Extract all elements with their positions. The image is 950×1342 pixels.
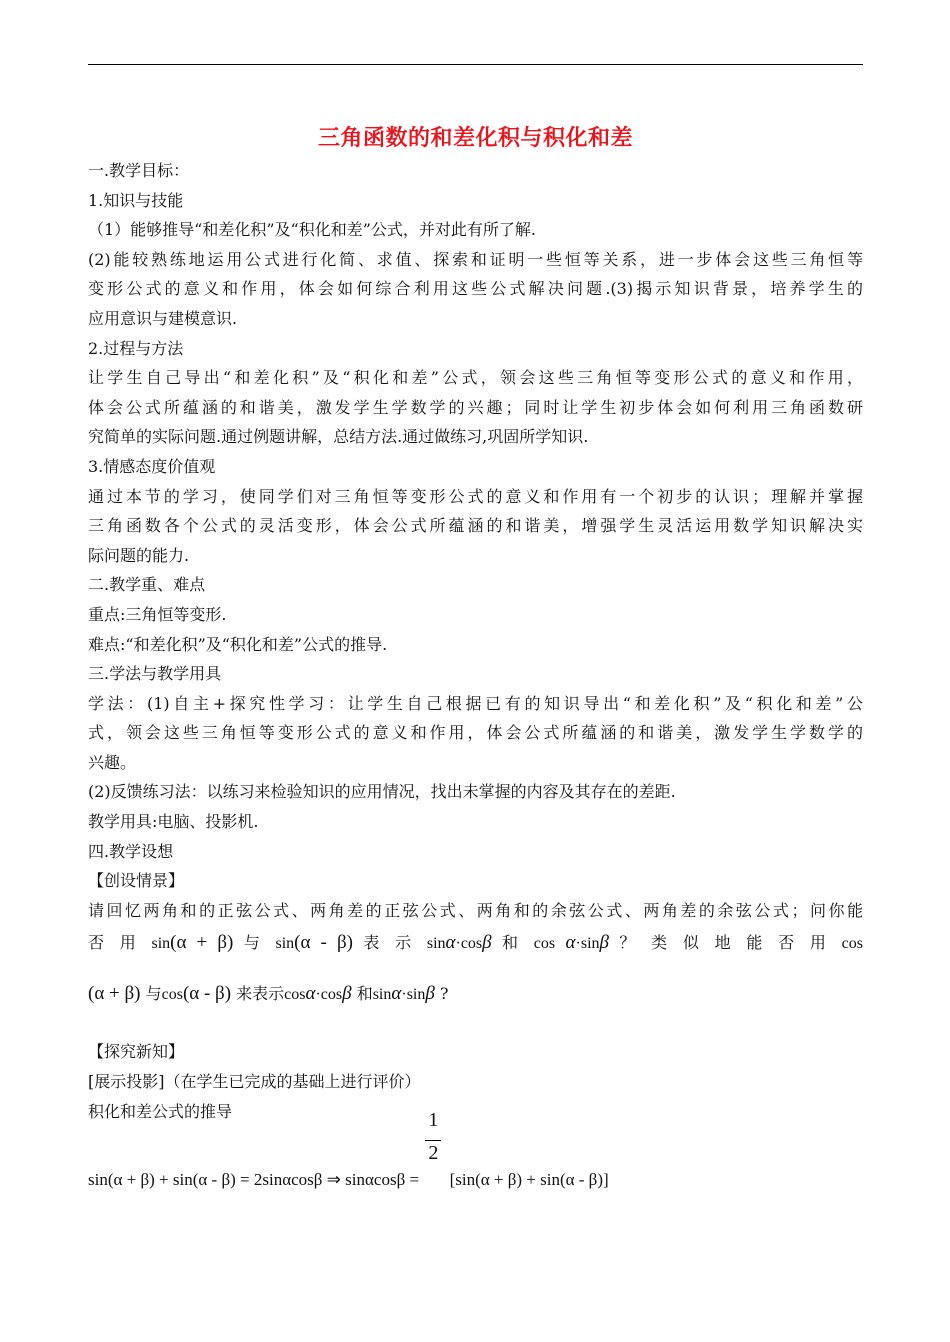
fraction-bar xyxy=(425,1140,441,1141)
math-alpha: α xyxy=(565,932,576,954)
math-sin: sin xyxy=(151,935,171,953)
math-cos: cos xyxy=(284,986,306,1004)
header-rule xyxy=(88,64,863,65)
paragraph-process-line-2: 体会公式所蕴涵的和谐美，激发学生学数学的兴趣；同时让学生初步体会如何利用三角函数研 xyxy=(88,397,863,417)
question-line-2 xyxy=(88,925,863,962)
key-point: 重点:三角恒等变形. xyxy=(88,604,227,624)
question-text: 表 示 xyxy=(352,933,427,953)
paragraph-method-line-1: 学法：(1)自主+探究性学习：让学生自己根据已有的知识导出“和差化积”及“积化和差”公 xyxy=(88,693,863,713)
section-objectives-heading: 一.教学目标： xyxy=(88,161,190,180)
document-title: 三角函数的和差化积与积化和差 xyxy=(317,125,633,151)
question-text: 来表示 xyxy=(236,984,285,1004)
section-design-heading: 四.教学设想 xyxy=(88,841,174,861)
paragraph-goal-2-line-1: (2)能较熟练地运用公式进行化简、求值、探索和证明一些恒等关系，进一步体会这些三角恒等 xyxy=(88,249,863,269)
paragraph-method-line-3: 兴趣。 xyxy=(88,752,137,772)
question-text: 与 xyxy=(145,984,162,1004)
question-text: 与 xyxy=(233,933,276,953)
derivation-heading: 积化和差公式的推导 xyxy=(88,1101,233,1121)
paragraph-attitude-line-3: 际问题的能力. xyxy=(88,545,190,565)
math-angle-sum: (α + β) xyxy=(170,932,234,954)
math-cos: cos xyxy=(533,935,556,953)
math-angle-diff: (α - β) xyxy=(182,983,232,1005)
formula-right: [sin(α + β) + sin(α - β)] xyxy=(445,1170,609,1189)
document-body xyxy=(88,120,863,1126)
subsection-knowledge-heading: 1.知识与技能 xyxy=(88,190,184,210)
subsection-attitude-heading: 3.情感态度价值观 xyxy=(88,456,216,476)
math-sin: sin xyxy=(426,935,446,953)
paragraph-attitude-line-1: 通过本节的学习，使同学们对三角恒等变形公式的意义和作用有一个初步的认识；理解并掌握 xyxy=(88,486,863,506)
paragraph-goal-2-line-3: 应用意识与建模意识. xyxy=(88,308,238,328)
math-angle-diff: (α - β) xyxy=(294,932,353,954)
math-alpha: α xyxy=(445,932,456,954)
formula-left: sin(α + β) + sin(α - β) = 2sinαcosβ ⇒ sinαcosβ = xyxy=(88,1170,424,1189)
question-text: ？ 类 似 地 能 否 用 xyxy=(609,933,842,953)
projection-note: [展示投影]（在学生已完成的基础上进行评价） xyxy=(88,1072,421,1092)
math-beta: β xyxy=(342,983,352,1005)
teaching-tools: 教学用具:电脑、投影机. xyxy=(88,812,259,832)
section-keypoints-heading: 二.教学重、难点 xyxy=(88,575,206,595)
difficult-point: 难点:“和差化积”及“积化和差”公式的推导. xyxy=(88,634,388,654)
question-line-3 xyxy=(88,976,863,1013)
math-cos: ·cos xyxy=(455,935,483,953)
math-beta: β xyxy=(482,932,492,954)
math-sin: ·sin xyxy=(401,986,426,1004)
paragraph-attitude-line-2: 三角函数各个公式的灵活变形，体会公式所蕴涵的和谐美，增强学生灵活运用数学知识解决实 xyxy=(88,516,863,536)
paragraph-process-line-1: 让学生自己导出“和差化积”及“积化和差”公式，领会这些三角恒等变形公式的意义和作用， xyxy=(88,368,863,388)
subsection-process-heading: 2.过程与方法 xyxy=(88,338,184,358)
scene-heading: 【创设情景】 xyxy=(88,871,185,891)
fraction-one-half xyxy=(423,1109,445,1185)
math-cos: ·cos xyxy=(315,986,343,1004)
math-cos: cos xyxy=(161,986,183,1004)
math-beta: β xyxy=(425,983,435,1005)
paragraph-goal-2-line-2: 变形公式的意义和作用，体会如何综合利用这些公式解决问题.(3)揭示知识背景，培养学生的 xyxy=(88,279,863,299)
fraction-denominator: 2 xyxy=(428,1142,439,1164)
math-angle-sum: (α + β) xyxy=(88,983,141,1005)
fraction-numerator: 1 xyxy=(428,1109,439,1131)
question-text: ? xyxy=(434,984,449,1004)
paragraph-goal-1: （1）能够推导“和差化积”及“积化和差”公式，并对此有所了解. xyxy=(88,220,536,240)
question-text: 和 xyxy=(491,933,534,953)
math-alpha: α xyxy=(305,983,316,1005)
math-beta: β xyxy=(599,932,609,954)
math-sin: sin xyxy=(372,986,392,1004)
section-methods-heading: 三.学法与教学用具 xyxy=(88,664,222,684)
math-sin: sin xyxy=(275,935,295,953)
paragraph-method-line-2: 式，领会这些三角恒等变形公式的意义和作用，体会公式所蕴涵的和谐美，激发学生学数学的 xyxy=(88,723,863,743)
paragraph-question-line-1: 请回忆两角和的正弦公式、两角差的正弦公式、两角和的余弦公式、两角差的余弦公式；问你能 xyxy=(88,900,863,920)
question-text: 否 用 xyxy=(88,933,152,953)
math-sin: ·sin xyxy=(575,935,600,953)
paragraph-process-line-3: 究简单的实际问题.通过例题讲解，总结方法.通过做练习,巩固所学知识. xyxy=(88,427,589,447)
question-text: 和 xyxy=(356,984,373,1004)
math-alpha: α xyxy=(391,983,402,1005)
math-cos: cos xyxy=(841,935,863,953)
explore-heading: 【探究新知】 xyxy=(88,1042,185,1062)
paragraph-feedback-method: (2)反馈练习法：以练习来检验知识的应用情况，找出未掌握的内容及其存在的差距. xyxy=(88,782,676,802)
